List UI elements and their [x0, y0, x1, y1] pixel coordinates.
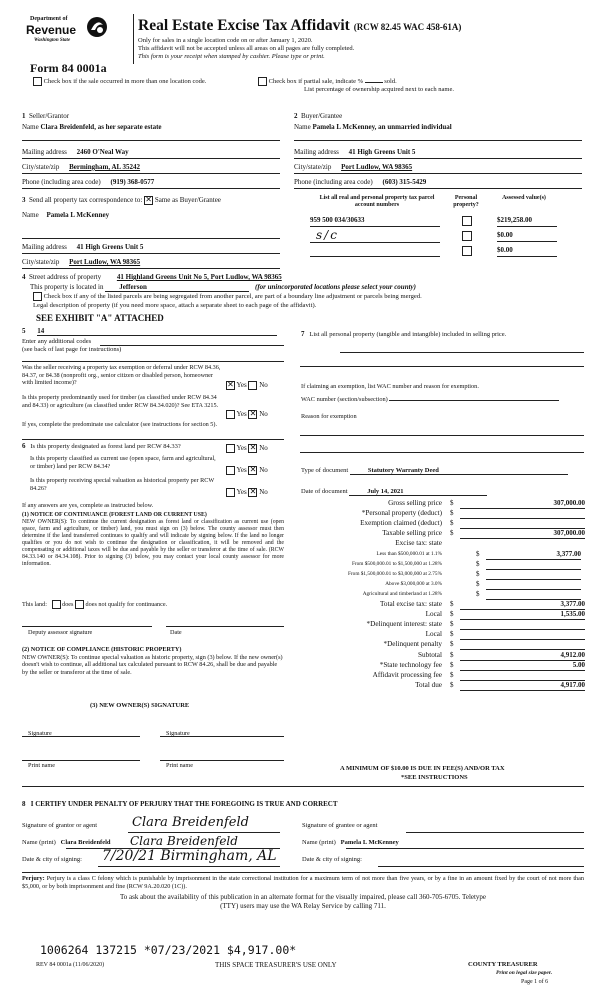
tax-row	[300, 499, 590, 509]
tax-total-row	[300, 671, 590, 681]
tax-row	[300, 519, 590, 529]
section6-top-line	[22, 439, 284, 440]
dor-logo	[26, 16, 106, 58]
street-address-field[interactable]: 4 Street address of property 41 Highland Greens Unit No 5, Port Ludlow, WA 98365	[22, 273, 282, 281]
section8-top-line	[22, 786, 584, 787]
historic-yes-no: Yes ✕ No	[226, 488, 268, 497]
assessed-col-header: Assessed value(s)	[502, 195, 546, 201]
tax-row-amount[interactable]: 5.00	[460, 661, 585, 671]
seller-phone-field[interactable]: Phone (including area code) (919) 368-0577	[22, 178, 155, 186]
partial-sale-row: Check box if partial sale, indicate % sold.	[258, 77, 397, 86]
exemption-yes-checkbox[interactable]: ✕	[227, 380, 234, 389]
reason-line-2[interactable]	[300, 452, 584, 453]
legal-paper-note: Print on legal size paper.	[496, 970, 553, 976]
tax-row-label: From $500,000.01 to $1,500,000 at 1.28%	[351, 560, 442, 567]
grantor-signature: Clara Breidenfeld	[132, 815, 249, 830]
personal-property-list-label: 7 List all personal property (tangible and intangible) included in selling price.	[301, 330, 507, 338]
grantee-name-field[interactable]: Name (print) Pamela L McKenney	[302, 839, 399, 846]
does-qualify-checkbox[interactable]	[52, 600, 61, 609]
tax-row-label: *Personal property (deduct)	[361, 509, 442, 518]
print-name-line-1[interactable]	[22, 760, 140, 761]
timber-yes-no: Yes ✕ No	[226, 410, 268, 419]
current-use-question: Is this property classified as current use (open space, farm and agricultural, or timber) land per RCW 84.34?	[30, 455, 216, 470]
assessed-value-3[interactable]: $0.00	[497, 246, 557, 257]
grantor-date-line	[98, 866, 280, 867]
grantee-signature-line[interactable]	[406, 832, 584, 833]
current-use-yes-checkbox[interactable]	[226, 466, 235, 475]
tax-row-label: Local	[425, 610, 442, 619]
tax-row-amount[interactable]	[486, 560, 581, 570]
buyer-phone-line	[294, 188, 582, 189]
tax-tier-row	[300, 550, 590, 560]
tax-row-amount[interactable]: 4,917.00	[460, 681, 585, 691]
section5-code-field[interactable]: 5 14	[22, 327, 284, 336]
dept-line1: Department of	[30, 16, 68, 22]
personal-property-checkbox-2[interactable]	[462, 231, 472, 241]
dollar-sign: $	[450, 660, 454, 669]
same-as-buyer-checkbox[interactable]: ✕	[145, 195, 152, 204]
exemption-question: Was the seller receiving a property tax exemption or deferral under RCW 84.36, 84.37, or 84.38 (nonprofit org., senior citizen or disabled person, homeowner with limited income)?	[22, 364, 221, 386]
tax-row-label: Taxable selling price	[382, 529, 442, 538]
legal-description-label: Legal description of property (if you need more space, attach a separate sheet to each page of the affidavit).	[33, 302, 317, 309]
partial-sale-pct-field[interactable]	[365, 82, 383, 83]
multi-location-row: Check box if the sale occurred in more than one location code.	[33, 77, 206, 86]
personal-property-checkbox-3[interactable]	[462, 246, 472, 256]
parcel-row	[310, 246, 440, 257]
parcel-number-1[interactable]: 959 500 034/30633	[310, 216, 440, 227]
dollar-sign: $	[450, 610, 454, 619]
forest-yes-checkbox[interactable]	[226, 444, 235, 453]
tax-row-label: Subtotal	[418, 650, 442, 659]
buyer-mailing-line	[294, 158, 582, 159]
dollar-sign: $	[450, 509, 454, 518]
grantee-signature-label: Signature of grantee or agent	[302, 822, 378, 829]
tax-row-amount[interactable]: 3,377.00	[460, 600, 585, 610]
personal-property-checkbox-1[interactable]	[462, 216, 472, 226]
reason-line-1[interactable]	[300, 435, 584, 436]
grantor-name-signature: Clara Breidenfeld	[130, 834, 238, 848]
parcel-col-header: List all real and personal property tax parcel account numbers	[319, 195, 435, 208]
dollar-sign: $	[450, 640, 454, 649]
notice-continuance-body: NEW OWNER(S): To continue the current designation as forest land or classification as current use (open space, farm and agriculture, or timber) land, you must sign on (3) below. The county assessor must then determine if the land transferred continues to qualify and will indicate by signing below. If the land no longer qualifies or you do not wish to continue the designation or classification, it will be removed and the compensating or additional taxes will be due and payable by the seller or transferor at the time of sale. (RCW 84.33.140 or 84.34.108). Prior to signing (3) below, you may contact your local county assessor for more information.	[22, 519, 284, 567]
wac-field[interactable]: WAC number (section/subsection)	[301, 396, 559, 403]
timber-no-checkbox[interactable]: ✕	[249, 409, 257, 418]
county-field[interactable]: This property is located in Jefferson (for unincorporated locations please select your county)	[30, 283, 416, 291]
print-name-label-2: Print name	[166, 762, 193, 769]
exemption-label: If claiming an exemption, list WAC number and reason for exemption.	[301, 383, 479, 390]
county-treasurer-label: COUNTY TREASURER	[468, 961, 538, 968]
perjury-top-line	[22, 872, 584, 873]
assessed-value-2[interactable]: $0.00	[497, 231, 557, 242]
tax-total-row	[300, 600, 590, 610]
tax-total-row	[300, 620, 590, 630]
segregated-row: Check box if any of the listed parcels are being segregated from another parcel, are part of a boundary line adjustment or parcels being merged.	[33, 292, 422, 301]
exemption-yes-no: ✕ Yes No	[227, 380, 268, 390]
tax-row-label: From $1,500,000.01 to $3,000,000 at 2.75%	[347, 570, 442, 577]
dollar-sign: $	[476, 549, 480, 558]
tax-row-label: Total due	[415, 680, 442, 689]
historic-yes-checkbox[interactable]	[226, 488, 235, 497]
tax-row-amount[interactable]: 307,000.00	[460, 529, 585, 539]
dollar-sign: $	[450, 630, 454, 639]
parcel-number-2[interactable]: s/c	[310, 229, 440, 243]
signature-label-2: Signature	[166, 730, 190, 737]
tax-row-amount[interactable]	[460, 640, 585, 650]
tax-row-label: Total excise tax: state	[380, 600, 442, 608]
grantor-date-field[interactable]: Date & city of signing:	[22, 856, 82, 863]
tax-row-amount[interactable]	[460, 620, 585, 630]
revenue-swirl-icon	[86, 16, 108, 38]
tax-row-label: Exemption claimed (deduct)	[360, 519, 442, 528]
correspondence-mailing-field[interactable]: Mailing address 41 High Greens Unit 5	[22, 243, 144, 251]
correspondence-name-line	[22, 238, 280, 239]
tax-total-row	[300, 640, 590, 650]
tax-row-amount[interactable]	[460, 671, 585, 681]
seller-heading: 1 Seller/Grantor	[22, 112, 70, 120]
form-title: Real Estate Excise Tax Affidavit (RCW 82.45 WAC 458-61A)	[138, 17, 462, 34]
correspondence-name-field[interactable]: Name Pamela L McKenney	[22, 211, 110, 219]
seller-name-field[interactable]: Name Clara Breidenfeld, as her separate estate	[22, 123, 162, 131]
tax-row-amount[interactable]	[460, 509, 585, 519]
rev-number: REV 84 0001a (11/06/2020)	[36, 962, 105, 968]
forest-question: 6 Is this property designated as forest land per RCW 84.33?	[22, 442, 181, 450]
grantee-date-label: Date & city of signing:	[302, 856, 362, 863]
certify-heading: 8 I CERTIFY UNDER PENALTY OF PERJURY THAT THE FOREGOING IS TRUE AND CORRECT	[22, 800, 338, 808]
tax-row	[300, 539, 590, 549]
signature-label-1: Signature	[28, 730, 52, 737]
seller-name-line	[22, 140, 280, 141]
dollar-sign: $	[476, 559, 480, 568]
page-number: Page 1 of 6	[521, 979, 549, 985]
tax-row-label: Above $3,000,000 at 3.0%	[385, 580, 442, 587]
tax-row-label: *Delinquent interest: state	[366, 620, 442, 629]
tax-row-label: *State technology fee	[379, 660, 442, 669]
multi-location-checkbox[interactable]	[33, 77, 42, 86]
treasurer-stamp: 1006264 137215 *07/23/2021 $4,917.00*	[40, 943, 297, 957]
segregated-checkbox[interactable]	[33, 292, 42, 301]
print-name-line-2[interactable]	[160, 760, 284, 761]
correspondence-row: 3 Send all property tax correspondence to: ✕ Same as Buyer/Grantee	[22, 195, 221, 205]
assessed-value-1[interactable]: $219,258.00	[497, 216, 557, 227]
parcel-row	[310, 229, 440, 243]
correspondence-mailing-line	[22, 253, 280, 254]
new-owner-signature-heading: (3) NEW OWNER(S) SIGNATURE	[90, 702, 190, 709]
tax-row-amount[interactable]: 3,377.00	[486, 550, 581, 560]
dollar-sign: $	[476, 569, 480, 578]
parcel-row	[310, 216, 440, 227]
correspondence-city-field[interactable]: City/state/zip Port Ludlow, WA 98365	[22, 258, 141, 266]
tax-row-amount[interactable]: 307,000.00	[460, 499, 585, 509]
tax-row-label: Excise tax: state	[395, 539, 442, 548]
grantor-date-city: 7/20/21 Birmingham, AL	[102, 848, 277, 864]
dollar-sign: $	[450, 670, 454, 679]
grantor-signature-field[interactable]: Signature of grantor or agent	[22, 822, 98, 829]
note-2: This affidavit will not be accepted unless all areas on all pages are fully completed.	[138, 45, 355, 52]
tax-total-row	[300, 651, 590, 661]
tax-row-amount[interactable]: 4,912.00	[460, 651, 585, 661]
treasurer-use-label: THIS SPACE TREASURER'S USE ONLY	[215, 961, 337, 969]
notice-compliance-body: NEW OWNER(S): To continue special valuation as historic property, sign (3) below. If the new owner(s) doesn't wish to continue, all additional tax calculated pursuant to RCW 84.26, shall be due and payable by the seller or transferor at the time of sale.	[22, 653, 283, 676]
notice-continuance-title: (1) NOTICE OF CONTINUANCE (FOREST LAND OR CURRENT USE)	[22, 512, 207, 518]
deputy-date-label: Date	[170, 629, 182, 636]
timber-note: If yes, complete the predominate use calculator (see instructions for section 5).	[22, 421, 218, 428]
if-yes-note: If any answers are yes, complete as instructed below.	[22, 502, 154, 509]
print-name-label-1: Print name	[28, 762, 55, 769]
seller-phone-line	[22, 188, 280, 189]
tax-total-row	[300, 661, 590, 671]
deputy-label: Deputy assessor signature	[28, 629, 93, 636]
partial-sale-checkbox[interactable]	[258, 77, 267, 86]
personal-property-line-1[interactable]	[340, 352, 584, 353]
tax-row-label: Less than $500,000.01 at 1.1%	[376, 550, 442, 557]
parcel-number-3[interactable]	[310, 246, 440, 257]
personal-property-line-2[interactable]	[300, 366, 584, 367]
seller-mailing-field[interactable]: Mailing address 2460 O'Neal Way	[22, 148, 129, 156]
tax-row-label: Local	[425, 630, 442, 639]
list-pct-note: List percentage of ownership acquired next to each name.	[304, 86, 454, 93]
dollar-sign: $	[476, 589, 480, 598]
tax-row-label: Agricultural and timberland at 1.28%	[362, 590, 442, 597]
buyer-city-line	[294, 173, 582, 174]
header-notes	[138, 37, 354, 61]
forest-yes-no: Yes ✕ No	[226, 444, 268, 453]
perjury-text: Perjury: Perjury is a class C felony which is punishable by imprisonment in the state correctional institution for a maximum term of not more than five years, or by a fine in an amount fixed by the court of not more than $5,000, or by both imprisonment and fine (RCW 9A.20.020 (1C)).	[22, 875, 584, 890]
dollar-sign: $	[450, 519, 454, 528]
buyer-phone-field[interactable]: Phone (including area code) (603) 315-5429	[294, 178, 427, 186]
tax-row	[300, 529, 590, 539]
accessibility-note: To ask about the availability of this publication in an alternate format for the visually impaired, please call 360-705-6705. Teletype (TTY) users may use the WA Relay Service by calling 711.	[119, 893, 487, 910]
timber-yes-checkbox[interactable]	[226, 410, 235, 419]
tax-total-row	[300, 610, 590, 620]
doc-date-field[interactable]: Date of document July 14, 2021	[301, 488, 487, 496]
grantee-date-line[interactable]	[378, 866, 584, 867]
dollar-sign: $	[450, 650, 454, 659]
personal-col-header: Personal property?	[453, 195, 479, 208]
note-3: This form is your receipt when stamped by cashier. Please type or print.	[138, 53, 325, 60]
tax-total-row	[300, 630, 590, 640]
notice-compliance-title: (2) NOTICE OF COMPLIANCE (HISTORIC PROPERTY)	[22, 646, 182, 653]
grantor-signature-line	[128, 832, 280, 833]
tax-tier-row	[300, 570, 590, 580]
dept-line2: Revenue	[26, 23, 77, 37]
current-use-yes-no: Yes ✕ No	[226, 466, 268, 475]
tax-row-amount[interactable]	[460, 630, 585, 640]
additional-codes-line[interactable]	[100, 345, 284, 346]
dollar-sign: $	[450, 529, 454, 538]
historic-question: Is this property receiving special valuation as historical property per RCW 84.26?	[30, 477, 215, 492]
additional-codes-label: Enter any additional codes (see back of last page for instructions)	[22, 338, 122, 353]
exemption-no-checkbox[interactable]	[248, 381, 257, 390]
tax-row-amount[interactable]	[486, 570, 581, 580]
tax-tier-row	[300, 590, 590, 600]
doc-type-field[interactable]: Type of document Statutory Warranty Deed	[301, 467, 568, 475]
tax-row-label: *Delinquent penalty	[383, 640, 442, 649]
tax-row-amount[interactable]: 1,535.00	[460, 610, 585, 620]
minimum-fee-note: A MINIMUM OF $10.00 IS DUE IN FEE(S) AND/OR TAX	[340, 765, 505, 772]
dollar-sign: $	[450, 620, 454, 629]
note-1: Only for sales in a single location code on or after January 1, 2020.	[138, 37, 313, 44]
header-divider	[133, 14, 134, 64]
buyer-heading: 2 Buyer/Grantee	[294, 112, 343, 120]
tax-row-amount[interactable]	[486, 580, 581, 590]
buyer-city-field[interactable]: City/state/zip Port Ludlow, WA 98365	[294, 163, 413, 171]
dollar-sign: $	[450, 600, 454, 608]
reason-label: Reason for exemption	[301, 413, 357, 420]
exhibit-text: SEE EXHIBIT "A" ATTACHED	[36, 313, 164, 323]
section5-divider	[22, 361, 284, 362]
see-instructions-note: *SEE INSTRUCTIONS	[401, 774, 468, 781]
notice-compliance	[22, 646, 284, 676]
buyer-name-field[interactable]: Name Pamela L McKenney, an unmarried individual	[294, 123, 452, 131]
dollar-sign: $	[476, 579, 480, 588]
tax-row-label: Gross selling price	[388, 499, 442, 507]
dept-line3: Washington State	[34, 38, 71, 43]
seller-city-field[interactable]: City/state/zip Bermingham, AL 35242	[22, 163, 141, 171]
deputy-date-line[interactable]	[166, 626, 284, 627]
tax-total-row	[300, 681, 590, 691]
tax-tier-row	[300, 580, 590, 590]
this-land-row: This land: does does not qualify for continuance.	[22, 600, 168, 608]
tax-row-amount[interactable]	[460, 519, 585, 529]
historic-no-checkbox[interactable]: ✕	[249, 487, 257, 496]
buyer-mailing-field[interactable]: Mailing address 41 High Greens Unit 5	[294, 148, 416, 156]
seller-mailing-line	[22, 158, 280, 159]
buyer-name-line	[294, 140, 582, 141]
current-use-no-checkbox[interactable]: ✕	[249, 465, 257, 474]
tax-row-amount[interactable]	[486, 590, 581, 600]
grantee-name-line	[346, 848, 584, 849]
correspondence-city-line	[22, 268, 280, 269]
deputy-signature-line[interactable]	[22, 626, 152, 627]
seller-city-line	[22, 173, 280, 174]
tax-row	[300, 509, 590, 519]
form-number: Form 84 0001a	[30, 61, 107, 75]
tax-tier-row	[300, 560, 590, 570]
timber-question: Is this property predominantly used for timber (as classified under RCW 84.34 and 84.33) or agriculture (as classified under RCW 84.34.020)? See ETA 3215.	[22, 394, 219, 409]
notice-continuance	[22, 512, 284, 568]
dollar-sign: $	[450, 680, 454, 689]
grantor-name-field[interactable]: Name (print) Clara Breidenfeld	[22, 839, 111, 846]
does-not-qualify-checkbox[interactable]	[75, 600, 84, 609]
tax-row-label: Affidavit processing fee	[372, 670, 442, 679]
dollar-sign: $	[450, 499, 454, 507]
forest-no-checkbox[interactable]: ✕	[249, 443, 257, 452]
